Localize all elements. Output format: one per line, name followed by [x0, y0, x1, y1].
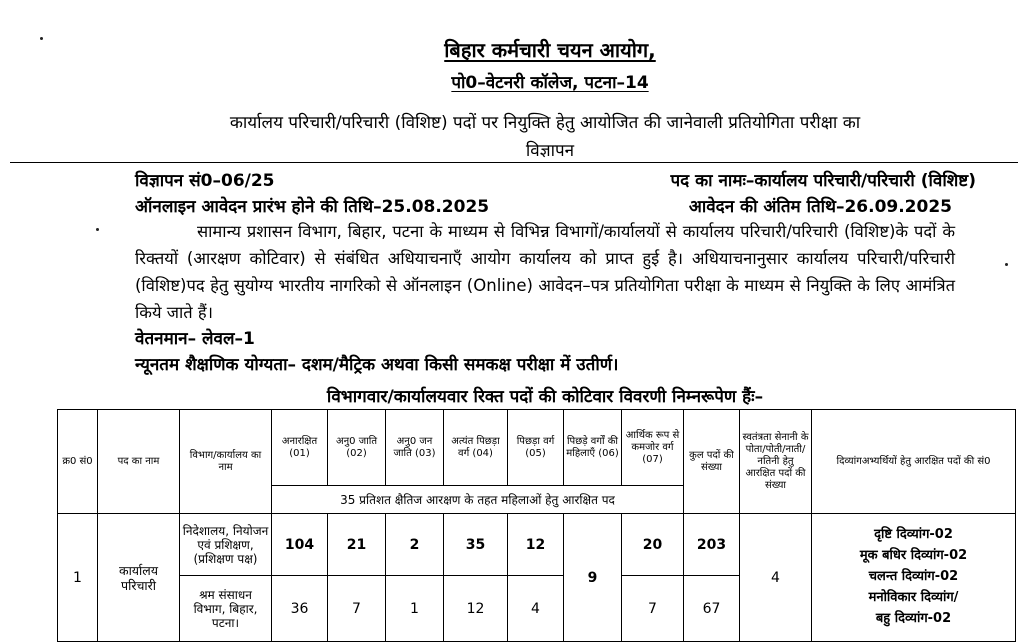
cell-total: 67 — [684, 576, 740, 642]
advertisement-number: विज्ञापन सं0–06/25 — [135, 171, 275, 191]
pay-level: वेतनमान– लेवल–1 — [135, 329, 255, 349]
cell-st: 2 — [386, 514, 444, 576]
col-header-dept: विभाग/कार्यालय का नाम — [180, 410, 272, 514]
col-header-post: पद का नाम — [98, 410, 180, 514]
cell-ebc: 12 — [444, 576, 508, 642]
table-row — [58, 514, 1016, 576]
min-qualification: न्यूनतम शैक्षणिक योग्यता– दशम/मैट्रिक अथवा किसी समकक्ष परीक्षा में उतीर्ण। — [135, 355, 619, 375]
row-serial: 1 — [58, 514, 98, 642]
col-header-ur: अनारक्षित (01) — [272, 410, 328, 486]
cell-freedom-fighter: 4 — [740, 514, 812, 642]
scan-speck — [1005, 263, 1008, 266]
cell-ebc: 35 — [444, 514, 508, 576]
row-post-name: कार्यालय परिचारी — [98, 514, 180, 642]
vacancy-table — [57, 409, 1016, 642]
women-reservation-note: 35 प्रतिशत क्षैतिज आरक्षण के तहत महिलाओं हेतु आरक्षित पद — [272, 486, 684, 514]
col-header-serial: क्र0 सं0 — [58, 410, 98, 514]
row-dept: श्रम संसाधन विभाग, बिहार, पटना। — [180, 576, 272, 642]
col-header-bc: पिछड़ा वर्ग (05) — [508, 410, 564, 486]
cell-ews: 7 — [622, 576, 684, 642]
advertisement-title: कार्यालय परिचारी/परिचारी (विशिष्ट) पदों पर नियुक्ति हेतु आयोजित की जानेवाली प्रतियोगिता परीक्षा का — [229, 113, 861, 133]
pwd-line: दृष्टि दिव्यांग-02 — [874, 527, 953, 542]
cell-bc: 4 — [508, 576, 564, 642]
col-header-ebc: अत्यंत पिछड़ा वर्ग (04) — [444, 410, 508, 486]
cell-ews: 20 — [622, 514, 684, 576]
cell-st: 1 — [386, 576, 444, 642]
cell-sc: 21 — [328, 514, 386, 576]
advertisement-paragraph: सामान्य प्रशासन विभाग, बिहार, पटना के माध्यम से विभिन्न विभागों/कार्यालयों से कार्यालय परिचारी/परिचारी (विशिष्ट)के पदों के रिक्तयों (आरक्षण कोटिवार) से संबंधित अधियाचनाएँ आयोग कार्यालय को प्राप्त हुई है। अधियाचनानुसार कार्यालय परिचारी/परिचारी (विशिष्ट)पद हेतु सुयोग्य भारतीय नागरिको से ऑनलाइन (Online) आवेदन–पत्र प्रतियोगिता परीक्षा के माध्यम से नियुक्ति के लिए आमंत्रित किये जाते हैं। — [135, 222, 955, 322]
org-name: बिहार कर्मचारी चयन आयोग, — [444, 38, 656, 62]
post-name: पद का नामः–कार्यालय परिचारी/परिचारी (विशिष्ट) — [670, 171, 976, 191]
cell-ur: 36 — [272, 576, 328, 642]
vacancy-table-heading: विभागवार/कार्यालयवार रिक्त पदों की कोटिवार विवरणी निम्नरूपेण हैंः– — [326, 387, 764, 407]
col-header-freedom-fighter: स्वतंत्रता सेनानी के पोता/पोती/नाती/नतिनी हेतु आरक्षित पदों की संख्या — [740, 410, 812, 514]
cell-bc-women: 9 — [564, 514, 622, 642]
pwd-line: बहु दिव्यांग-02 — [875, 611, 952, 626]
cell-ur: 104 — [272, 514, 328, 576]
col-header-st: अनु0 जन जाति (03) — [386, 410, 444, 486]
col-header-sc: अनु0 जाति (02) — [328, 410, 386, 486]
cell-pwd — [812, 514, 1016, 642]
org-address: पो0–वेटनरी कॉलेज, पटना–14 — [451, 73, 649, 93]
pwd-line: मूक बधिर दिव्यांग-02 — [859, 548, 968, 563]
row-dept: निदेशालय, नियोजन एवं प्रशिक्षण, (प्रशिक्षण पक्ष) — [180, 514, 272, 576]
table-header-row — [58, 410, 1016, 486]
application-last-date: आवेदन की अंतिम तिथि–26.09.2025 — [688, 197, 952, 217]
header-divider — [10, 162, 1018, 163]
scan-speck — [96, 228, 99, 231]
col-header-total: कुल पदों की संख्या — [684, 410, 740, 514]
application-start-date: ऑनलाइन आवेदन प्रारंभ होने की तिथि–25.08.2025 — [135, 197, 490, 217]
col-header-ews: आर्थिक रूप से कमजोर वर्ग (07) — [622, 410, 684, 486]
col-header-bc-women: पिछड़े वर्गों की महिलाएँ (06) — [564, 410, 622, 486]
cell-bc: 12 — [508, 514, 564, 576]
pwd-line: मनोविकार दिव्यांग/ — [868, 590, 959, 605]
col-header-pwd: दिव्यांगअभ्यर्थियों हेतु आरक्षित पदों की सं0 — [812, 410, 1016, 514]
advertisement-title-cont: विज्ञापन — [525, 141, 575, 161]
pwd-line: चलन्त दिव्यांग-02 — [868, 569, 959, 584]
cell-total: 203 — [684, 514, 740, 576]
cell-sc: 7 — [328, 576, 386, 642]
